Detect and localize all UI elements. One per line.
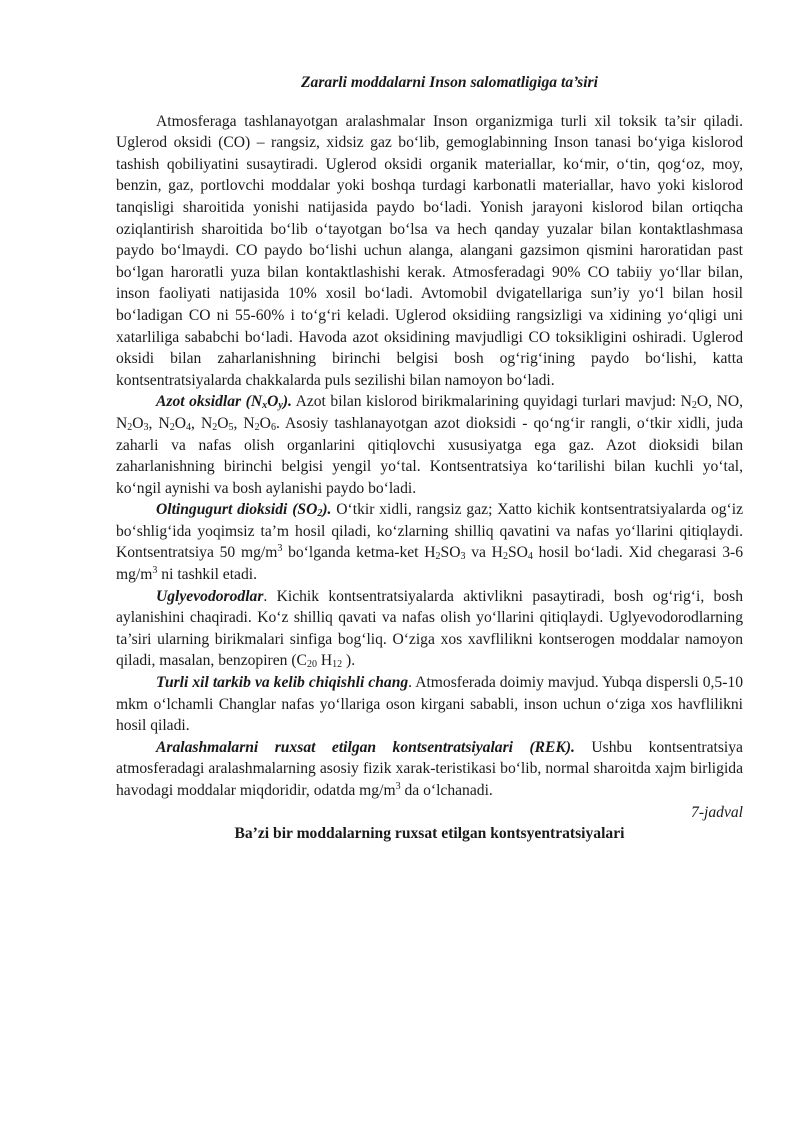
document-page (116, 72, 743, 845)
heading-dust: Turli xil tarkib va kelib chiqishli chang (156, 674, 409, 692)
paragraph-nitrogen-oxides: Azot oksidlar $(N_xO_y)$. Azot bilan kislorod birikmalarining quyidagi turlari mavjud: $N_2O$, NO, $N_2O_3$, $N_2O_4$, $N_2O_5$, $N_2O_6$. Asosiy tashlanayotgan azot dioksidi - qo‘ng‘ir rangli, o‘tkir xidli, juda zaharli va nafas olish organlarini qitiqlovchi xususiyatga ega gaz. Azot dioksidi bilan zaharlanishning birinchi belgisi yengil yo‘tal. Kontsentratsiya ko‘tarilishi bilan kuchli yo‘tal, ko‘ngil aynishi va bosh aylanishi paydo bo‘ladi. (116, 393, 743, 497)
heading-hydrocarbons: Uglyevodorodlar (156, 587, 264, 605)
heading-sulfur-dioxide: Oltingugurt dioksidi $(SO_2)$. (156, 501, 332, 520)
paragraph-hydrocarbons: Uglyevodorodlar. Kichik kontsentratsiyalarda aktivlikni pasaytiradi, bosh og‘rig‘i, bosh aylanishini chaqiradi. Ko‘z shilliq qavati va nafas olish yo‘llarini qitiqlaydi. Uglyevodorodlarning ta’siri ularning birikmalari sinfiga bog‘liq. O‘ziga xos xavflilikni kontserogen moddalar namoyon qiladi, masalan, benzopiren ($C_{20}$ $H_{12}$ ). (116, 587, 743, 671)
paragraph-dust: Turli xil tarkib va kelib chiqishli chang. Atmosferada doimiy mavjud. Yubqa dispersli 0,5-10 mkm o‘lchamli Changlar nafas yo‘llariga oson kirgani sababli, inson uchun o‘ziga xos havflilikni hosil qiladi. (116, 674, 743, 735)
paragraph-carbon-monoxide: Atmosferaga tashlanayotgan aralashmalar Inson organizmiga turli xil toksik ta’sir qiladi. Uglerod oksidi (CO) – rangsiz, xidsiz gaz bo‘lib, gemoglabinning Inson tanasi bo‘yiga kislorod tashish qobiliyatini susaytiradi. Uglerod oksidi organik materiallar, ko‘mir, o‘tin, qog‘oz, moy, benzin, gaz, portlovchi moddalar yoki boshqa turdagi karbonatli materiallar, havo yoki kislorod tanqisligi sharoitida yonishi natijasida paydo bo‘ladi. Yonish jarayoni kislorod bilan ortiqcha oziqlantirish sharoitida bo‘lib o‘tayotgan bo‘lsa va hech qanday yuzalar bilan kontaktlashmasa paydo bo‘lmaydi. CO paydo bo‘lishi uchun alanga, alangani gazsimon qismini haroratidan past bo‘lgan haroratli yuza bilan kontaktlashishi kerak. Atmosferadagi 90% CO tabiiy yo‘llar bilan, inson faoliyati natijasida 10% xosil bo‘ladi. Avtomobil dvigatellariga sun’iy yo‘l bilan hosil bo‘ladigan CO ni 55-60% i to‘g‘ri keladi. Uglerod oksidiing rangsizligi va xidining yo‘qligi uni xatarliliga sababchi bo‘ladi. Havoda azot oksidining mavjudligi CO toksikligini oshiradi. Uglerod oksidi bilan zaharlanishning birinchi belgisi bosh og‘rig‘ining paydo bo‘lishi, katta kontsentratsiyalarda chakkalarda puls sezilishi bilan namoyon bo‘ladi. (116, 112, 743, 389)
table-reference: 7-jadval (691, 803, 743, 821)
heading-nitrogen-oxides: Azot oksidlar $(N_xO_y)$. (156, 393, 292, 412)
paragraph-sulfur-dioxide: Oltingugurt dioksidi $(SO_2)$. O‘tkir xidli, rangsiz gaz; Xatto kichik kontsentratsiyalarda og‘iz bo‘shlig‘ida yoqimsiz ta’m hosil qiladi, ko‘zlarning shilliq qavatini va nafas yo‘llarini qitiqlaydi. Kontsentratsiya 50 $mg/m^3$ bo‘lganda ketma-ket $H_2SO_3$ va $H_2SO_4$ hosil bo‘ladi. Xid chegarasi 3-6 $mg/m^3$ ni tashkil etadi. (116, 501, 744, 584)
paragraph-rek: Aralashmalarni ruxsat etilgan kontsentratsiyalari (REK). Ushbu kontsentratsiya atmosferadagi aralashmalarning asosiy fizik xarak-teristikasi bo‘lib, normal sharoitda xajm birligida havodagi moddalar miqdoridir, odatda $mg/m^3$ da o‘lchanadi. (116, 738, 743, 799)
page-title: Zararli moddalarni Inson salomatligiga ta’siri (301, 74, 598, 91)
heading-rek: Aralashmalarni ruxsat etilgan kontsentratsiyalari (REK). (156, 738, 575, 756)
table-caption: Ba’zi bir moddalarning ruxsat etilgan kontsyentratsiyalari (234, 825, 625, 843)
